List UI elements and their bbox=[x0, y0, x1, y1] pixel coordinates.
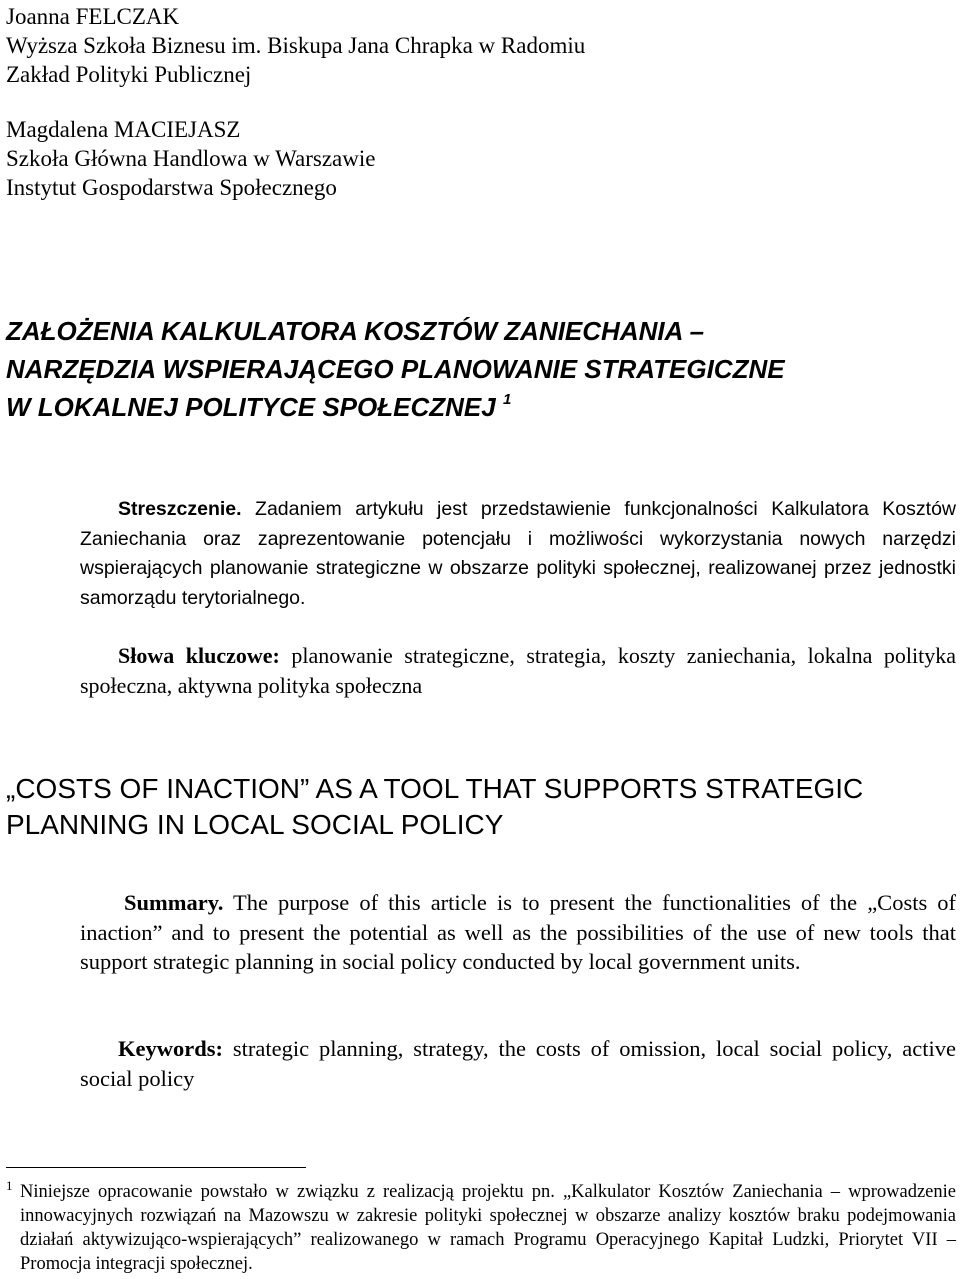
paper-title-english bbox=[6, 771, 956, 843]
keywords-english bbox=[80, 1034, 956, 1093]
abstract-text: Zadaniem artykułu jest przedstawienie funkcjonalności Kalkulatora Kosztów Zaniechania oraz zaprezentowanie potencjału i możliwości wykorzystania nowych narzędzi wspierających planowanie strategiczne w obszarze polityki społecznej, realizowanej przez jednostki samorządu terytorialnego. bbox=[80, 498, 956, 609]
author-department: Zakład Polityki Publicznej bbox=[6, 62, 252, 87]
author-name: Joanna FELCZAK bbox=[6, 4, 180, 29]
title-line: PLANNING IN LOCAL SOCIAL POLICY bbox=[6, 809, 504, 840]
keywords-label: Słowa kluczowe: bbox=[118, 643, 280, 668]
author-department: Instytut Gospodarstwa Społecznego bbox=[6, 175, 337, 200]
footnote-reference: 1 bbox=[502, 391, 512, 408]
abstract-polish bbox=[80, 495, 956, 613]
author-affiliation: Wyższa Szkoła Biznesu im. Biskupa Jana Chrapka w Radomiu bbox=[6, 33, 586, 58]
paper-title-polish bbox=[6, 312, 956, 426]
footnote bbox=[6, 1180, 956, 1276]
author-block-1 bbox=[6, 2, 585, 89]
summary-text: The purpose of this article is to present the functionalities of the „Costs of inaction” and to present the potential as well as the possibilities of the use of new tools that support strategic planning in social policy conducted by local government units. bbox=[80, 890, 956, 974]
title-line-text: W LOKALNEJ POLITYCE SPOŁECZNEJ bbox=[6, 392, 496, 422]
summary-english bbox=[80, 888, 956, 977]
footnote-mark: 1 bbox=[6, 1178, 13, 1193]
title-line bbox=[6, 388, 956, 426]
abstract-label: Streszczenie. bbox=[118, 498, 242, 520]
footnote-text: Niniejsze opracowanie powstało w związku z realizacją projektu pn. „Kalkulator Kosztów Zaniechania – wprowadzenie innowacyjnych rozwiązań na Mazowszu w zakresie polityki społecznej w obszarze analizy kosztów braku podejmowania działań aktywizująco-wspierających” realizowanego w ramach Programu Operacyjnego Kapitał Ludzki, Priorytet VII – Promocja integracji społecznej. bbox=[20, 1182, 956, 1274]
title-line: „COSTS OF INACTION” AS A TOOL THAT SUPPORTS STRATEGIC bbox=[6, 773, 864, 804]
author-block-2 bbox=[6, 115, 585, 202]
author-section bbox=[6, 2, 585, 202]
summary-label: Summary. bbox=[124, 890, 224, 915]
author-name: Magdalena MACIEJASZ bbox=[6, 117, 241, 142]
keywords-text: planowanie strategiczne, strategia, koszty zaniechania, lokalna polityka społeczna, aktywna polityka społeczna bbox=[80, 643, 956, 698]
title-line: NARZĘDZIA WSPIERAJĄCEGO PLANOWANIE STRATEGICZNE bbox=[6, 354, 785, 384]
footnote-separator bbox=[6, 1167, 306, 1168]
keywords-label: Keywords: bbox=[118, 1036, 223, 1061]
keywords-polish bbox=[80, 641, 956, 701]
author-affiliation: Szkoła Główna Handlowa w Warszawie bbox=[6, 146, 376, 171]
keywords-text: strategic planning, strategy, the costs of omission, local social policy, active social policy bbox=[80, 1036, 956, 1091]
title-line: ZAŁOŻENIA KALKULATORA KOSZTÓW ZANIECHANIA – bbox=[6, 316, 705, 346]
